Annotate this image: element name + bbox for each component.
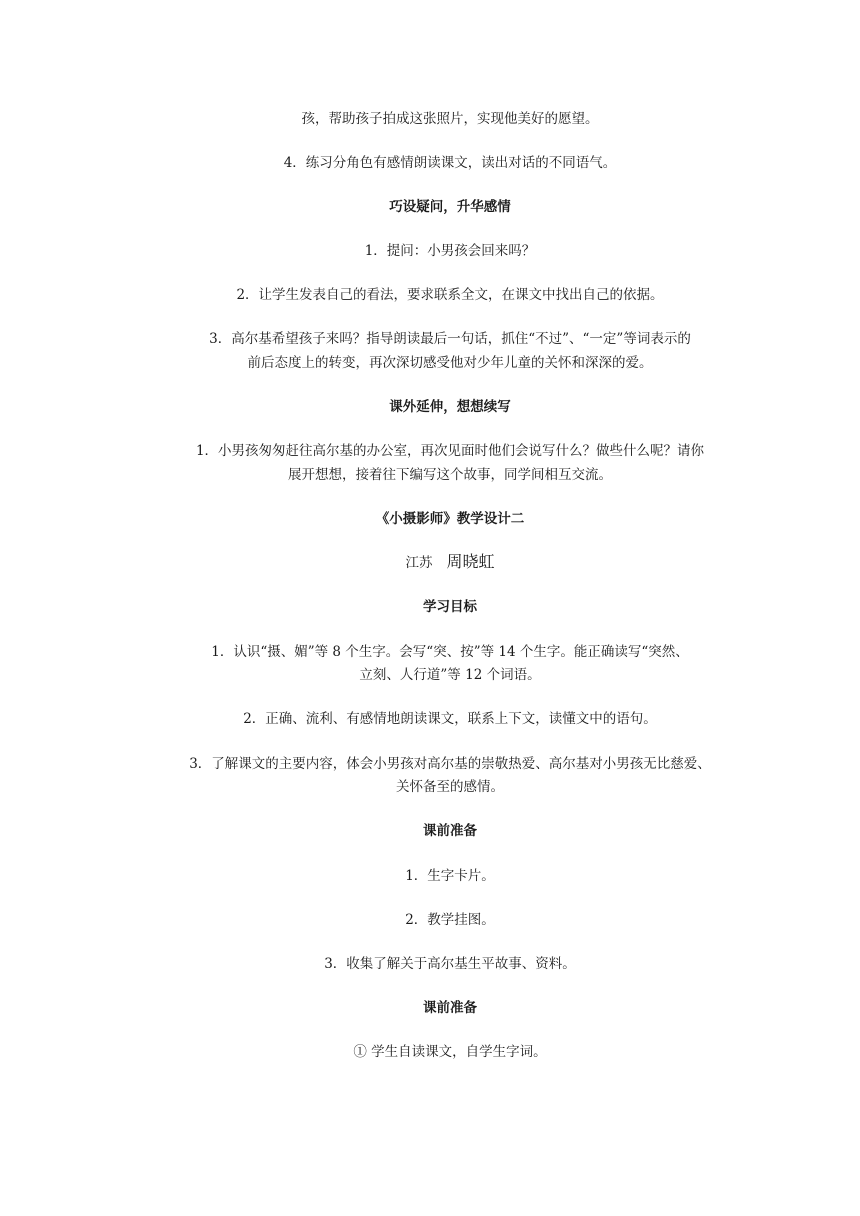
paragraph-line: 1．提问：小男孩会回来吗？ bbox=[364, 243, 536, 259]
section-heading: 巧设疑问，升华感情 bbox=[389, 199, 511, 215]
document-title: 《小摄影师》教学设计二 bbox=[375, 511, 525, 527]
section-heading: 学习目标 bbox=[423, 599, 477, 615]
section-heading: 课前准备 bbox=[423, 1000, 477, 1016]
author-region: 江苏 bbox=[405, 555, 433, 571]
paragraph-line: 1．认识“摄、媚”等 8 个生字。会写“突、按”等 14 个生字。能正确读写“突然、 bbox=[211, 644, 689, 660]
paragraph-line: 2．让学生发表自己的看法，要求联系全文，在课文中找出自己的依据。 bbox=[236, 287, 664, 303]
paragraph-line: 2．正确、流利、有感情地朗读课文，联系上下文，读懂文中的语句。 bbox=[243, 711, 657, 727]
paragraph-line: 3．高尔基希望孩子来吗？指导朗读最后一句话，抓住“不过”、“一定”等词表示的 bbox=[209, 331, 691, 347]
author-name: 周晓虹 bbox=[446, 552, 495, 571]
paragraph-line: 前后态度上的转变，再次深切感受他对少年儿童的关怀和深深的爱。 bbox=[247, 355, 653, 371]
paragraph-line: 4．练习分角色有感情朗读课文，读出对话的不同语气。 bbox=[283, 155, 617, 171]
section-heading: 课外延伸，想想续写 bbox=[389, 399, 511, 415]
section-heading: 课前准备 bbox=[423, 823, 477, 839]
paragraph-line: 3．了解课文的主要内容，体会小男孩对高尔基的崇敬热爱、高尔基对小男孩无比慈爱、 bbox=[189, 756, 711, 772]
paragraph-line: 关怀备至的感情。 bbox=[396, 779, 504, 795]
list-item: 3．收集了解关于高尔基生平故事、资料。 bbox=[324, 956, 576, 972]
list-item: 2．教学挂图。 bbox=[405, 912, 495, 928]
paragraph-line: 立刻、人行道”等 12 个词语。 bbox=[359, 667, 541, 683]
author-byline bbox=[160, 550, 740, 575]
paragraph-line: 1．小男孩匆匆赶往高尔基的办公室，再次见面时他们会说写什么？做些什么呢？请你 bbox=[195, 443, 705, 459]
list-item: 1．生字卡片。 bbox=[405, 868, 495, 884]
paragraph-line: 孩，帮助孩子拍成这张照片，实现他美好的愿望。 bbox=[301, 111, 599, 127]
paragraph-line: 展开想想，接着往下编写这个故事，同学间相互交流。 bbox=[288, 467, 612, 483]
list-item: ① 学生自读课文，自学生字词。 bbox=[353, 1044, 547, 1060]
